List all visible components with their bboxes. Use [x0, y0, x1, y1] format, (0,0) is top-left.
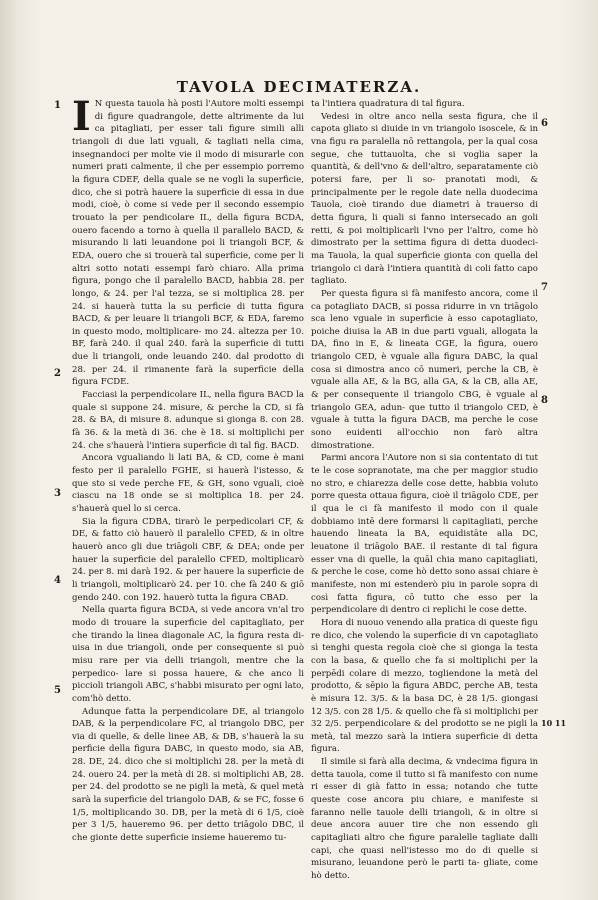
- paragraph-2: Facciasi la perpendicolare IL, nella figura BACD la quale si suppone 24. misure, & perche la CD, si fà 28. & BA, di misure 8. adunque si gionga 8. con 28. fà 36. & la metà di 36. che è 18. si moltiplichi per 24. che s'hauerà l'intiera superficie di tal fig. BACD.: [72, 390, 304, 451]
- paragraph-11: Hora di nuouo venendo alla pratica di queste figu re dico, che volendo la superficie di vn capotagliato sì tenghi questa regola cioè che si gionga la testa con la basa, & quello che fa si moltiplichi per la perpēdi colare di mezzo, togliendone la metà del prodotto, & sēpio la figura ABDC, perche AB, testa è misura 12. 3/5. & la basa DC, è 28 1/5. giongasi 12 3/5. con 28 1/5. & quello che fà si moltiplichi per 32 2/5. perpendicolare & del prodotto se ne pigli la metà, tal mezzo sarà la intiera superficie di detta figura.: [311, 617, 538, 755]
- left-column: [72, 93, 305, 845]
- margin-number-7: 7: [541, 282, 548, 293]
- paragraph-7: ta l'intiera quadratura di tal figura.: [311, 99, 465, 109]
- paragraph-6: Adunque fatta la perpendicolare DE, al triangolo DAB, & la perpendicolare FC, al triangolo DBC, per via di quelle, & delle linee AB, & DB, s'hauerà la su perficie della figura DABC, in questo modo, sia AB, 28. DE, 24. dico che si moltiplichi 28. per la metà di 24. ouero 24. per la metà di 28. si moltiplichi AB, 28. per 24. del prodotto se ne pigli la metà, & quel metà sarà la superficie del triangolo DAB, & se FC, fosse 6 1/5, moltiplicando 30. DB, per la metà di 6 1/5, cioè per 3 1/5, haueremo 96. per detto triāgolo DBC, il che gionte dette superficie insieme haueremo tu-: [72, 706, 304, 844]
- right-column: [311, 98, 538, 883]
- paragraph-1-text: N questa tauola hà posti l'Autore molti essempi di figure quadrangole, dette altrimente da lui ca pitagliati, per esser tali figure simili alli triangoli di due lati vguali, & tagliati nella cima, insegnandoci per molte vie il modo di misurarle con numeri prati calmente, il che per essempio porremo la figura CDEF, della quale se ne vogli la superficie, dico, che si potrà hauere la superficie di essa in due modi, cioè, ò come si vede per il secondo essempio trouato la per pendicolare IL, della figura BCDA, ouero facendo a torno à quella il parallelo BACD, & misurando li lati leuandone poi li triangoli BCF, & EDA, ouero che si trouerà tal superficie, come per li altri sotto notati essempi farò chiaro. Alla prima figura, pongo che il paralello BACD, habbia 28. per longo, & 24. per l'al tezza, se si moltiplica 28. per 24. si hauerà tutta la su perficie di tutta figura BACD, & per leuare li triangoli BCF, & EDA, faremo in questo modo, moltiplicare- mo 24. altezza per 10. BF, farà 240. il qual 240. farà la superficie di tutti due li triangoli, onde leuando 240. dal prodotto di 28. per 24. il rimanente farà la superficie della figura FCDE.: [72, 99, 304, 388]
- drop-cap: I: [72, 93, 91, 140]
- paragraph-5: Nella quarta figura BCDA, si vede ancora vn'al tro modo di trouare la superficie del capitagliato, per che tirando la linea diagonale AC, la figura resta di- uisa in due triangoli, onde per consequente si può misu rare per via delli triangoli, mentre che la perpedico- lare si possa hauere, & che anco li piccioli triangoli ABC, s'habbi misurato per ogni lato, com'hò detto.: [72, 605, 305, 704]
- paragraph-12: Il simile si farà alla decima, & vndecima figura in detta tauola, come il tutto si fà manifesto con nume ri esser di già fatto in essa; notando che tutte queste cose ancora piu chiare, e manifeste si faranno nelle tauole delli triangoli, & in oltre si deue ancora auuer tire che non essendo gli capitagliati altro che figure paralelle tagliate dalli capi, che quasi nell'istesso mo do di quelle si misurano, leuandone però le parti ta- gliate, come hò detto.: [311, 757, 538, 882]
- margin-number-8: 8: [541, 395, 548, 406]
- paragraph-10: Parmi ancora l'Autore non si sia contentato di tut te le cose sopranotate, ma che per maggior studio no stro, e chiarezza delle cose dette, habbia voluto porre questa ottaua figura, cioè il triāgolo CDE, per il qua le ci fà manifesto il modo con il quale dobbiamo intē dere formarsi li capitagliati, perche hauendo lineata la BA, equidistāte alla DC, leuatone il triāgolo BAE. il restante di tal figura esser vna di quelle, la quāl chia mano capitagliati, & perche le cose, come hò detto sono assai chiare è manifeste, non mi estenderò piu in parole sopra di così fatta figura, cō tutto che esso per la perpendicolare di dentro ci replichi le cose dette.: [311, 453, 538, 616]
- margin-number-2: 2: [54, 368, 61, 379]
- margin-number-4: 4: [54, 575, 61, 586]
- margin-number-6: 6: [541, 118, 548, 129]
- margin-number-10-11: 10 11: [541, 718, 567, 728]
- margin-number-1: 1: [54, 100, 61, 111]
- paragraph-1: [72, 93, 304, 389]
- paragraph-9: Per questa figura si fà manifesto ancora, come il ca potagliato DACB, si possa ridurre in vn triāgolo sca leno vguale in superficie à esso capotagliato, poiche diuisa la AB in due parti vguali, allogata la DA, fino in E, & lineata CGE, la figura, ouero triangolo CED, è vguale alla figura DABC, la qual cosa si dimostra anco cō numeri, perche la CB, è vguale alla AE, & la BG, alla GA, & la CB, alla AE, & per consequente il triangolo CBG, è vguale al triangolo GEA, adun- que tutto il triangolo CED, è vguale à tutta la figura DACB, ma perche le cose sono euidenti all'occhio non farò altra dimostratione.: [311, 288, 538, 451]
- paragraph-3: Ancora vgualiando li lati BA, & CD, come è mani festo per il paralello FGHE, si hauerà l'istesso, & que sto si vede perche FE, & GH, sono vguali, cioè ciascu na 18 onde se si moltiplica 18. per 24. s'hauerà quel lo si cerca.: [72, 453, 304, 514]
- paragraph-4: Sia la figura CDBA, tirarò le perpedicolari CF, & DE, & fatto ciò hauerò il paralello CFED, & in oltre hauerò anco gli due triāgoli CBF, & DEA; onde per hauer la superficie del paralello CFED, moltiplicarò 24. per 8. mi darà 192. & per hauere la superficie de li triangoli, moltiplicarò 24. per 10. che fà 240 & giō gendo 240. con 192. hauerò tutta la figura CBAD.: [72, 516, 304, 603]
- paragraph-8: Vedesi in oltre anco nella sesta figura, che il capota gliato si diuide in vn triangolo isoscele, & in vna figu ra paralella nō rettangola, per la qual cosa segue, che tuttauolta, che si voglia saper la quantità, & dell'vno & dell'altro, separatamente ciò potersi fare, per li so- pranotati modi, & principalmente per le regole date nella duodecima Tauola, cioè tirando due diametri à trauerso di detta figura, li quali si fanno intersecado an goli retti, & poi moltiplicarli l'vno per l'altro, come hò dimostrato per la settima figura di detta duodeci- ma Tauola, la qual superficie gionta con quella del triangolo ci darà l'intiera quantità di coli fatto capo tagliato.: [311, 111, 538, 287]
- page-title: TAVOLA DECIMATERZA.: [176, 78, 422, 96]
- margin-number-3: 3: [54, 488, 61, 499]
- margin-number-5: 5: [54, 685, 61, 696]
